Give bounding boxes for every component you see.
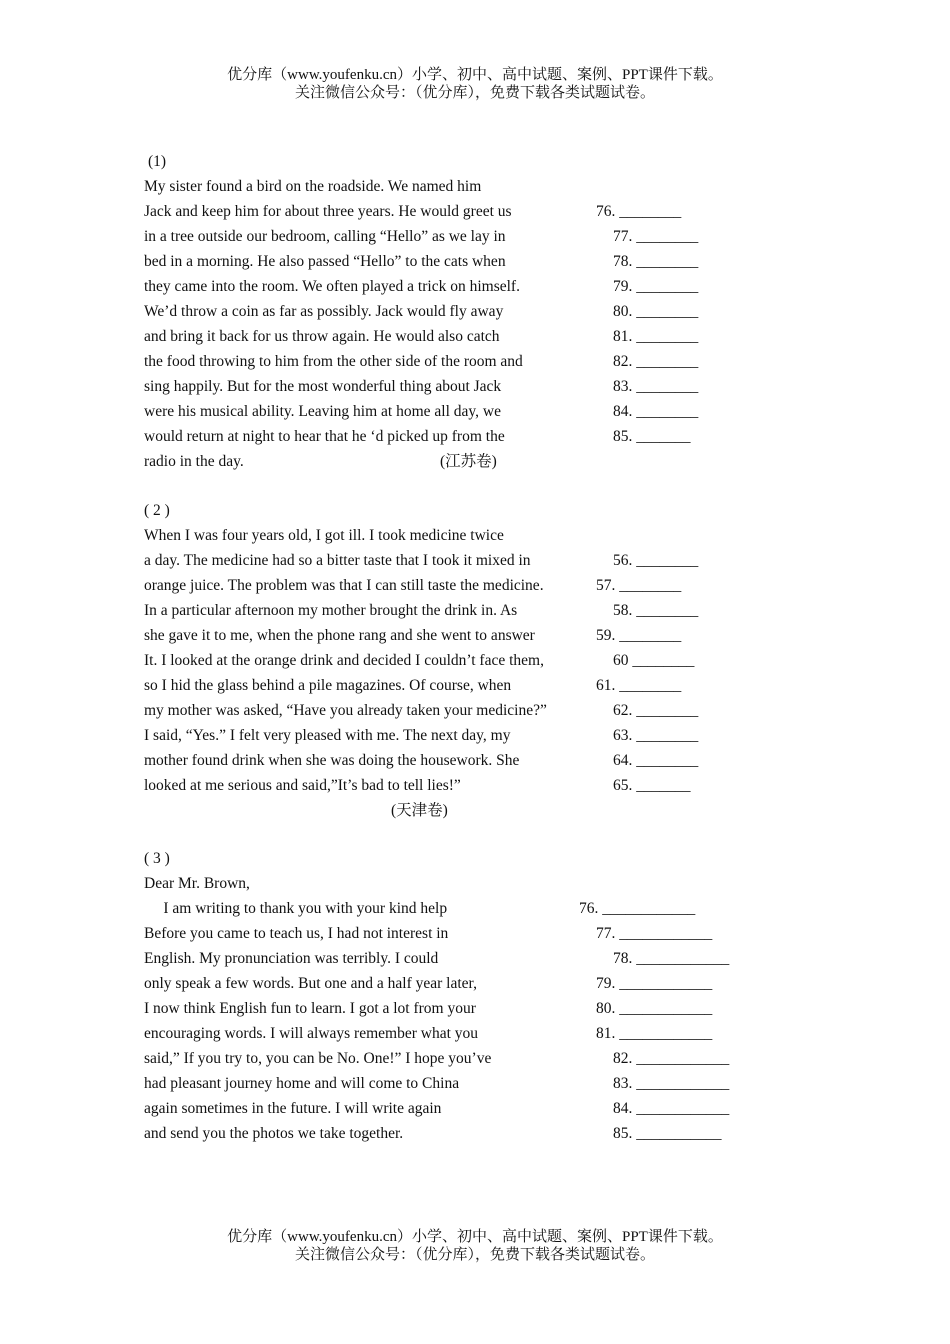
answer-blank: 81. ____________	[596, 1025, 713, 1042]
passage-line: It. I looked at the orange drink and decided I couldn’t face them,	[144, 652, 544, 669]
answer-blank: 78. ________	[613, 253, 699, 270]
passage-line: I am writing to thank you with your kind help	[144, 900, 448, 917]
answer-blank: 76. ________	[596, 203, 682, 220]
answer-blank: 58. ________	[613, 602, 699, 619]
header-line-2: 关注微信公众号：（优分库），免费下载各类试题试卷。	[294, 85, 655, 101]
passage-label: ( 3 )	[144, 850, 170, 867]
passage-line: orange juice. The problem was that I can still taste the medicine.	[144, 577, 544, 594]
header-line-1: 优分库（www.youfenku.cn）小学、初中、高中试题、案例、PPT课件下载。	[227, 67, 723, 83]
answer-blank: 84. ____________	[613, 1100, 730, 1117]
answer-blank: 83. ________	[613, 378, 699, 395]
passage-line: and bring it back for us throw again. He would also catch	[144, 328, 500, 345]
passage-label: (1)	[148, 153, 167, 170]
answer-blank: 85. ___________	[613, 1125, 722, 1142]
letter-greeting: Dear Mr. Brown,	[144, 875, 250, 892]
passage-line: she gave it to me, when the phone rang and she went to answer	[144, 627, 535, 644]
answer-blank: 60 ________	[613, 652, 695, 669]
passage-line: only speak a few words. But one and a half year later,	[144, 975, 477, 992]
passage-1	[144, 149, 784, 474]
answer-blank: 79. ____________	[596, 975, 713, 992]
answer-blank: 80. ________	[613, 303, 699, 320]
source-label: (天津卷)	[391, 802, 448, 819]
passage-2	[144, 498, 784, 823]
passage-3	[144, 846, 784, 1146]
source-label: (江苏卷)	[440, 453, 497, 470]
passage-line: the food throwing to him from the other side of the room and	[144, 353, 523, 370]
passage-line: a day. The medicine had so a bitter taste that I took it mixed in	[144, 552, 531, 569]
answer-blank: 80. ____________	[596, 1000, 713, 1017]
passage-line: looked at me serious and said,”It’s bad to tell lies!”	[144, 777, 461, 794]
passage-line: bed in a morning. He also passed “Hello” to the cats when	[144, 253, 506, 270]
answer-blank: 77. ____________	[596, 925, 713, 942]
passage-line: and send you the photos we take together.	[144, 1125, 404, 1142]
passage-line: radio in the day.	[144, 453, 244, 470]
passage-line: so I hid the glass behind a pile magazines. Of course, when	[144, 677, 512, 694]
passage-line: Jack and keep him for about three years. He would greet us	[144, 203, 512, 220]
passage-line: When I was four years old, I got ill. I took medicine twice	[144, 527, 504, 544]
passage-line: I said, “Yes.” I felt very pleased with me. The next day, my	[144, 727, 511, 744]
passage-line: encouraging words. I will always remember what you	[144, 1025, 479, 1042]
passage-line: they came into the room. We often played a trick on himself.	[144, 278, 520, 295]
answer-blank: 59. ________	[596, 627, 682, 644]
answer-blank: 82. ________	[613, 353, 699, 370]
passage-line: sing happily. But for the most wonderful thing about Jack	[144, 378, 502, 395]
answer-blank: 63. ________	[613, 727, 699, 744]
answer-blank: 56. ________	[613, 552, 699, 569]
answer-blank: 82. ____________	[613, 1050, 730, 1067]
passage-line: Before you came to teach us, I had not interest in	[144, 925, 449, 942]
passage-line: my mother was asked, “Have you already taken your medicine?”	[144, 702, 547, 719]
passage-line: said,” If you try to, you can be No. One!” I hope you’ve	[144, 1050, 492, 1067]
answer-blank: 77. ________	[613, 228, 699, 245]
passage-label: ( 2 )	[144, 502, 170, 519]
passage-line: in a tree outside our bedroom, calling “Hello” as we lay in	[144, 228, 506, 245]
passage-line: had pleasant journey home and will come to China	[144, 1075, 460, 1092]
answer-blank: 84. ________	[613, 403, 699, 420]
passage-line: My sister found a bird on the roadside. We named him	[144, 178, 482, 195]
answer-blank: 62. ________	[613, 702, 699, 719]
footer-line-1: 优分库（www.youfenku.cn）小学、初中、高中试题、案例、PPT课件下载。	[227, 1229, 723, 1245]
answer-blank: 64. ________	[613, 752, 699, 769]
answer-blank: 83. ____________	[613, 1075, 730, 1092]
answer-blank: 76. ____________	[579, 900, 696, 917]
passage-line: I now think English fun to learn. I got a lot from your	[144, 1000, 476, 1017]
answer-blank: 61. ________	[596, 677, 682, 694]
passage-line: We’d throw a coin as far as possibly. Jack would fly away	[144, 303, 504, 320]
passage-line: mother found drink when she was doing the housework. She	[144, 752, 520, 769]
answer-blank: 78. ____________	[613, 950, 730, 967]
answer-blank: 81. ________	[613, 328, 699, 345]
passage-line: In a particular afternoon my mother brought the drink in. As	[144, 602, 518, 619]
answer-blank: 57. ________	[596, 577, 682, 594]
page-header	[0, 66, 950, 102]
answer-blank: 85. _______	[613, 428, 691, 445]
passage-line: again sometimes in the future. I will write again	[144, 1100, 442, 1117]
passage-line: English. My pronunciation was terribly. I could	[144, 950, 439, 967]
passage-line: were his musical ability. Leaving him at home all day, we	[144, 403, 501, 420]
answer-blank: 79. ________	[613, 278, 699, 295]
answer-blank: 65. _______	[613, 777, 691, 794]
passage-line: would return at night to hear that he ‘d picked up from the	[144, 428, 505, 445]
footer-line-2: 关注微信公众号：（优分库），免费下载各类试题试卷。	[294, 1247, 655, 1263]
page-footer	[0, 1228, 950, 1264]
